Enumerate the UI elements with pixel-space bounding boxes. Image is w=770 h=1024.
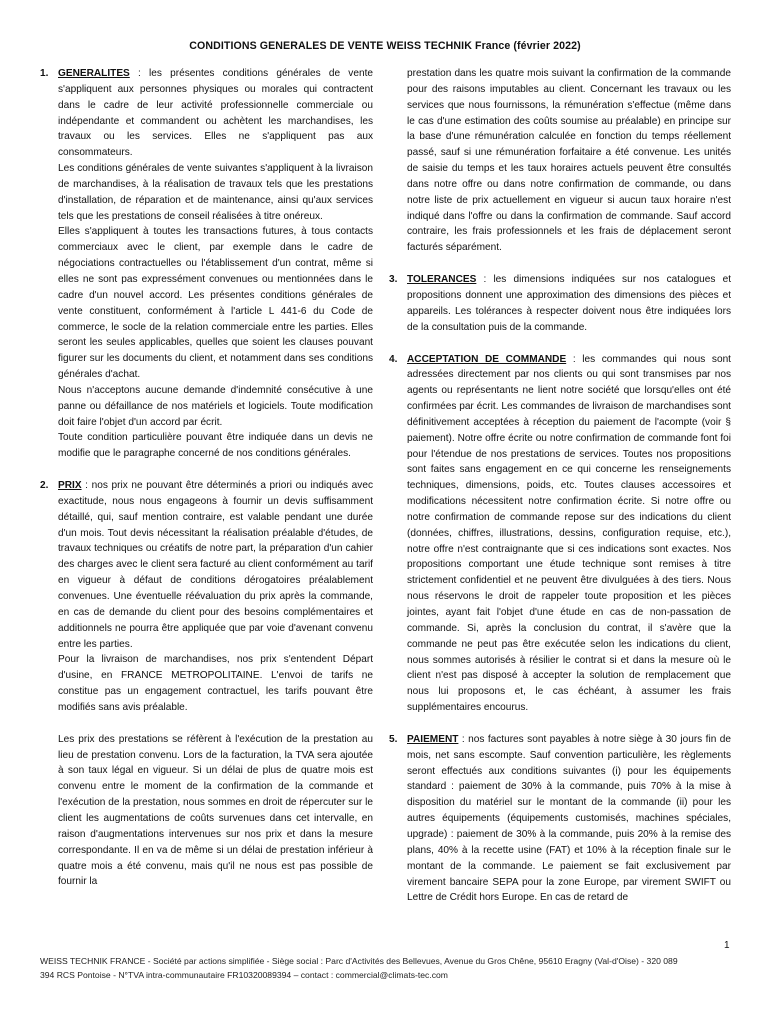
section-paragraph: Toute condition particulière pouvant être indiquée dans un devis ne modifie que le paragraphe concerné de nos conditions générales. (58, 432, 373, 460)
left-column (40, 66, 373, 890)
section-acceptation-commande (389, 352, 731, 716)
page-footer (40, 955, 730, 982)
section-paiement (389, 732, 731, 906)
section-number: 5. (389, 733, 398, 745)
section-paragraph: Les prix des prestations se réfèrent à l'exécution de la prestation au lieu de prestation convenu. Lors de la facturation, la TVA sera ajoutée à son taux légal en vigueur. Si un délai de plus de quatre mois est convenu entre le moment de la confirmation de la commande et l'exécution de la prestation, nous sommes en droit de répercuter sur le client les augmentations de coûts survenues dans cet intervalle, en raison d'augmentations intervenues sur nos prix et dans la mesure correspondante. Il en va de même si un délai de prestation inférieur à quatre mois a été convenu, mais qu'il ne nous est pas possible de fournir la (58, 733, 373, 888)
section-heading: PRIX (58, 480, 82, 492)
paragraph-text: : les présentes conditions générales de vente s'appliquent aux personnes physiques ou morales qui contractent dans le cadre de leur activité professionnelle commerciale ou indépendante et commandent ou achètent les marchandises, les travaux ou les services. Elles ne s'appliquent pas aux consommateurs. (58, 68, 373, 159)
section-number: 4. (389, 353, 398, 365)
section-paragraph (407, 272, 731, 335)
section-paragraph: Les conditions générales de vente suivantes s'appliquent à la livraison de marchandises, à la réalisation de travaux tels que les prestations d'installation, de réparation et de maintenance, ainsi qu'aux services tels que les prestations de conseil réalisées à titre onéreux. (58, 163, 373, 222)
section-paragraph (407, 352, 731, 716)
section-tolerances (389, 272, 731, 335)
paragraph-text: : nos factures sont payables à notre siège à 30 jours fin de mois, net sans escompte. Sauf convention particulière, les règlements seront effectués aux conditions suivantes (i) pour les équipements standard : paiement de 30% à la commande, puis 70% à la mise à disposition du matériel sur le montant de la commande (ii) pour les autres équipements (équipements customisés, machines spéciales, upgrade) : paiement de 30% à la commande, puis 20% à la remise des plans, 40% à la recette usine (FAT) et 10% à la réception finale sur le montant de la commande. Le paiement se fait exclusivement par virement bancaire SEPA pour la zone Europe, par virement SWIFT ou Lettre de Crédit hors Europe. En cas de retard de (407, 733, 731, 904)
section-paragraph (58, 66, 373, 161)
section-generalites (40, 66, 373, 462)
section-number: 1. (40, 68, 49, 79)
paragraph-text: : les dimensions indiquées sur nos catalogues et propositions donnent une approximation des dimensions des pièces et appareils. Les tolérances à respecter doivent nous être indiquées lors de la consultation puis de la commande. (407, 274, 731, 333)
section-prix (40, 478, 373, 890)
document-title: CONDITIONS GENERALES DE VENTE WEISS TECHNIK France (février 2022) (189, 40, 581, 52)
section-heading: ACCEPTATION DE COMMANDE (407, 353, 567, 365)
section-prix-continued (389, 66, 731, 256)
section-number: 2. (40, 480, 49, 492)
right-column (389, 66, 731, 906)
section-paragraph (407, 732, 731, 906)
section-paragraph: Elles s'appliquent à toutes les transactions futures, à tous contacts commerciaux avec le client, par exemple dans le cadre de négociations contractuelles ou l'établissement d'un contrat, même si elles ne sont pas expressément convenues ou mentionnées dans le cadre d'un nouvel accord. Les présentes conditions générales de vente constituent, conformément à l'article L 441-6 du Code de commerce, le socle de la relation commerciale entre les parties. Elles seront les seules applicables, quelles que soient les clauses pouvant figurer sur les documents du client, et notamment dans ses conditions générales d'achat. (58, 226, 373, 381)
page-number: 1 (724, 940, 730, 951)
section-number: 3. (389, 274, 398, 286)
footer-line: WEISS TECHNIK FRANCE - Société par actions simplifiée - Siège social : Parc d'Activités des Bellevues, Avenue du Gros Chêne, 95610 Eragny (Val-d'Oise) - 320 089 (40, 956, 678, 966)
section-paragraph: Pour la livraison de marchandises, nos prix s'entendent Départ d'usine, en FRANCE METROPOLITAINE. L'envoi de tarifs ne constitue pas un engagement contractuel, les tarifs pouvant être modifiés sans avis préalable. (58, 654, 373, 713)
section-paragraph: Nous n'acceptons aucune demande d'indemnité consécutive à une panne ou défaillance de nos matériels et logiciels. Toute modification doit faire l'objet d'un accord par écrit. (58, 384, 373, 428)
section-paragraph (58, 478, 373, 652)
paragraph-text: : les commandes qui nous sont adressées directement par nos clients ou qui sont transmises par nos agents ou représentants ne lient notre société que lorsqu'elles ont été confirmées par écrit. Les commandes de livraison de marchandises sont définitivement acceptées à réception du paiement de l'acompte (voir § paiement). Notre offre écrite ou notre confirmation de commande font foi pour l'étendue de nos prestations de services. Toutes nos propositions sont faites sans engagement en ce qui concerne les renseignements techniques, dimensions, poids, etc. Toutes clauses accessoires et modifications nécessitent notre confirmation écrite. Si notre offre ou notre confirmation de commande repose sur des indications du client (données, chiffres, illustrations, dessins, configuration requise, etc.), notre offre n'est contraignante que si ces indications sont exactes. Nos propositions comportant une étude technique sont remises à titre strictement confidentiel et ne peuvent être divulguées à des tiers. Nous nous réservons le droit de rappeler toute proposition et les pièces jointes, ayant fait l'objet d'une étude en cas de non-passation de commande. Si, après la conclusion du contrat, il s'avère que la commande ne peut pas être exécutée selon les indications du client, nous sommes autorisés à résilier le contrat si et dans la mesure où le client n'est pas disposé à accepter la solution de remplacement que nous lui proposons et, le cas échéant, à assumer les frais supplémentaires encourus. (407, 353, 731, 714)
footer-line: 394 RCS Pontoise - N°TVA intra-communautaire FR10320089394 – contact : commercial@climats-tec.com (40, 969, 448, 980)
section-heading: PAIEMENT (407, 733, 459, 745)
section-heading: GENERALITES (58, 68, 130, 79)
section-paragraph: prestation dans les quatre mois suivant la confirmation de la commande pour des raisons imputables au client. Concernant les travaux ou les services que nous fournissons, la rémunération s'effectue (même dans le cas d'une estimation des coûts soumise au préalable) en principe sur la base d'une rémunération calculée en fonction du temps réellement passé, sauf si une rémunération forfaitaire a été convenue. Les unités de saisie du temps et les taux horaires actuels peuvent être consultés dans notre offre ou dans notre confirmation de commande, ou dans notre liste de prix actuellement en vigueur si aucun taux horaire n'est indiqué dans l'offre ou dans la confirmation de commande. Sauf accord contraire, les frais professionnels et les frais de déplacement seront facturés séparément. (407, 68, 731, 254)
section-heading: TOLERANCES (407, 274, 477, 286)
paragraph-text: : nos prix ne pouvant être déterminés a priori ou indiqués avec exactitude, nous nous engageons à fournir un devis suffisamment détaillé, qui, sauf mention contraire, est valable pendant une durée d'un mois. Tout devis nécessitant la réalisation préalable d'études, de travaux techniques ou créatifs de notre part, la préparation d'un cahier des charges avec le client sera facturé au client conformément au tarif en vigueur à défaut de conditions dérogatoires préalablement convenues. Une éventuelle réévaluation du prix après la commande, en cas de demande du client pour des besoins complémentaires et additionnels ne pourra être appliquée que par voie d'avenant convenu entre les parties. (58, 480, 373, 650)
